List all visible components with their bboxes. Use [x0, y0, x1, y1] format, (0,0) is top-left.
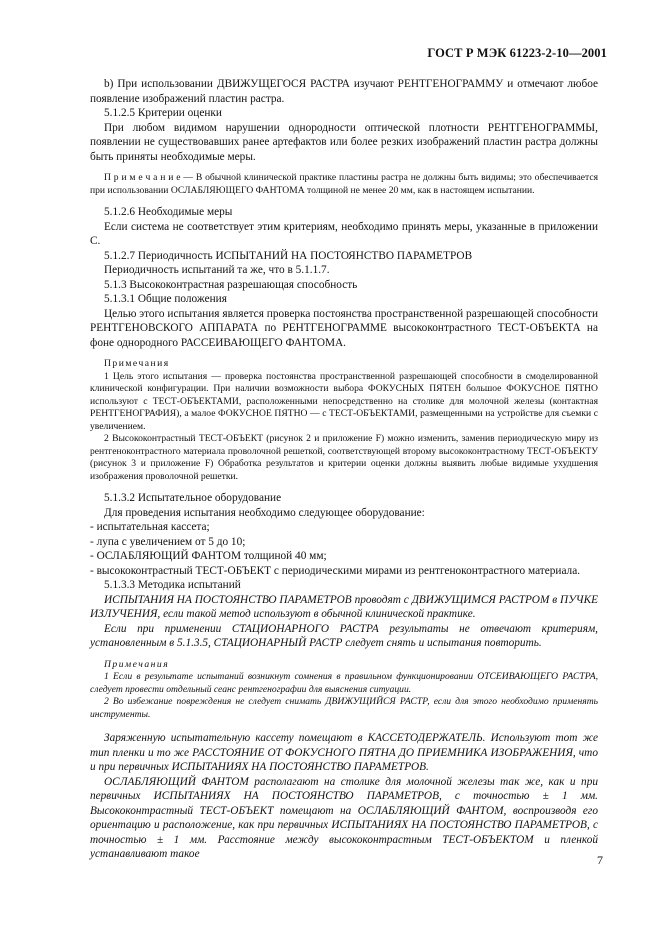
paragraph: - высококонтрастный ТЕСТ-ОБЪЕКТ с периодическими мирами из рентгеноконтрастного материала.	[90, 564, 581, 577]
paragraph: - ОСЛАБЛЯЮЩИЙ ФАНТОМ толщиной 40 мм;	[90, 550, 327, 562]
paragraph: При любом видимом нарушении однородности оптической плотности РЕНТГЕНОГРАММЫ, появлении не существовавших ранее артефактов или более резких изображений пластин растра должны быть приняты необходимые меры.	[90, 121, 598, 163]
paragraph: b) При использовании ДВИЖУЩЕГОСЯ РАСТРА изучают РЕНТГЕНОГРАММУ и отмечают любое появление изображений пластин растра.	[90, 78, 598, 105]
paragraph: 5.1.2.6 Необходимые меры	[104, 206, 233, 218]
paragraph: 2 Во избежание повреждения не следует снимать ДВИЖУЩИЙСЯ РАСТР, если для этого необходимо применять инструменты.	[90, 696, 598, 720]
paragraph: Для проведения испытания необходимо следующее оборудование:	[104, 506, 425, 519]
paragraph: Заряженную испытательную кассету помещают в КАССЕТОДЕРЖАТЕЛЬ. Используют тот же тип пленки и то же РАССТОЯНИЕ ОТ ФОКУСНОГО ПЯТНА ДО ПРИЕМНИКА ИЗОБРАЖЕНИЯ, что и при первичных ИСПЫТАНИЯХ НА ПОСТОЯНСТВО ПАРАМЕТРОВ.	[90, 732, 598, 773]
paragraph: Примечания	[104, 358, 170, 369]
page-number: 7	[597, 853, 603, 867]
paragraph: - испытательная кассета;	[90, 521, 210, 533]
paragraph: 1 Если в результате испытаний возникнут сомнения в правильном функционировании ОТСЕИВАЮЩЕГО РАСТРА, следует провести отдельный сеанс рентгенографии для выяснения ситуации.	[90, 671, 598, 695]
paragraph: 5.1.3.1 Общие положения	[104, 293, 227, 305]
paragraph: 5.1.3 Высококонтрастная разрешающая способность	[104, 278, 358, 291]
paragraph: 2 Высококонтрастный ТЕСТ-ОБЪЕКТ (рисунок 2 и приложение F) можно изменить, заменив периодическую миру из рентгеноконтрастного материала проволочной решеткой, соответствующей второму высококонтрастному ТЕСТ-ОБЪЕКТУ (рисунок 3 и приложение F) Обработка результатов и критерии оценки должны выявить любые видимые ухудшения изображения проволочной решетки.	[90, 433, 598, 482]
paragraph: Целью этого испытания является проверка постоянства пространственной разрешающей способности РЕНТГЕНОВСКОГО АППАРАТА по РЕНТГЕНОГРАММЕ высококонтрастного ТЕСТ-ОБЪЕКТА на фоне однородного РАССЕИВАЮЩЕГО ФАНТОМА.	[90, 307, 598, 349]
paragraph: ИСПЫТАНИЯ НА ПОСТОЯНСТВО ПАРАМЕТРОВ проводят с ДВИЖУЩИМСЯ РАСТРОМ в ПУЧКЕ ИЗЛУЧЕНИЯ, если такой метод используют в обычной клинической практике.	[90, 593, 598, 620]
paragraph: П р и м е ч а н и е — В обычной клинической практике пластины растра не должны быть видимы; это обеспечивается при использовании ОСЛАБЛЯЮЩЕГО ФАНТОМА толщиной не менее 20 мм, как в настоящем испытании.	[90, 172, 598, 196]
paragraph: 1 Цель этого испытания — проверка постоянства пространственной разрешающей способности в смоделированной клинической конфигурации. При наличии возможности выбора ФОКУСНЫХ ПЯТЕН большое ФОКУСНОЕ ПЯТНО используют с ТЕСТ-ОБЪЕКТАМИ, расположенными непосредственно на столике для молочной железы (контактная РЕНТГЕНОГРАФИЯ), а малое ФОКУСНОЕ ПЯТНО — с ТЕСТ-ОБЪЕКТАМИ, размещенными на устройстве для съемки с увеличением.	[90, 370, 598, 432]
paragraph: 5.1.3.3 Методика испытаний	[104, 579, 241, 591]
paragraph: Периодичность испытаний та же, что в 5.1.1.7.	[104, 264, 330, 276]
paragraph: ОСЛАБЛЯЮЩИЙ ФАНТОМ располагают на столике для молочной железы так же, как и при первичных ИСПЫТАНИЯХ НА ПОСТОЯНСТВО ПАРАМЕТРОВ, с точностью ± 1 мм. Высококонтрастный ТЕСТ-ОБЪЕКТ помещают на ОСЛАБЛЯЮЩИЙ ФАНТОМ, воспроизводя его ориентацию и расположение, как при первичных ИСПЫТАНИЯХ НА ПОСТОЯНСТВО ПАРАМЕТРОВ, с точностью ± 1 мм. Расстояние между высококонтрастным ТЕСТ-ОБЪЕКТОМ и пленкой устанавливают такое	[90, 775, 598, 860]
paragraph: Если система не соответствует этим критериям, необходимо принять меры, указанные в приложении С.	[90, 220, 598, 247]
paragraph: Примечания	[104, 658, 170, 670]
standard-header: ГОСТ Р МЭК 61223-2-10—2001	[427, 46, 607, 60]
paragraph: Если при применении СТАЦИОНАРНОГО РАСТРА результаты не отвечают критериям, установленным в 5.1.3.5, СТАЦИОНАРНЫЙ РАСТР следует снять и испытания повторить.	[90, 622, 598, 649]
paragraph: 5.1.2.7 Периодичность ИСПЫТАНИЙ НА ПОСТОЯНСТВО ПАРАМЕТРОВ	[104, 249, 473, 262]
paragraph: 5.1.3.2 Испытательное оборудование	[104, 492, 282, 504]
paragraph: 5.1.2.5 Критерии оценки	[104, 107, 222, 119]
document-body	[90, 77, 598, 862]
paragraph: - лупа с увеличением от 5 до 10;	[90, 535, 246, 548]
